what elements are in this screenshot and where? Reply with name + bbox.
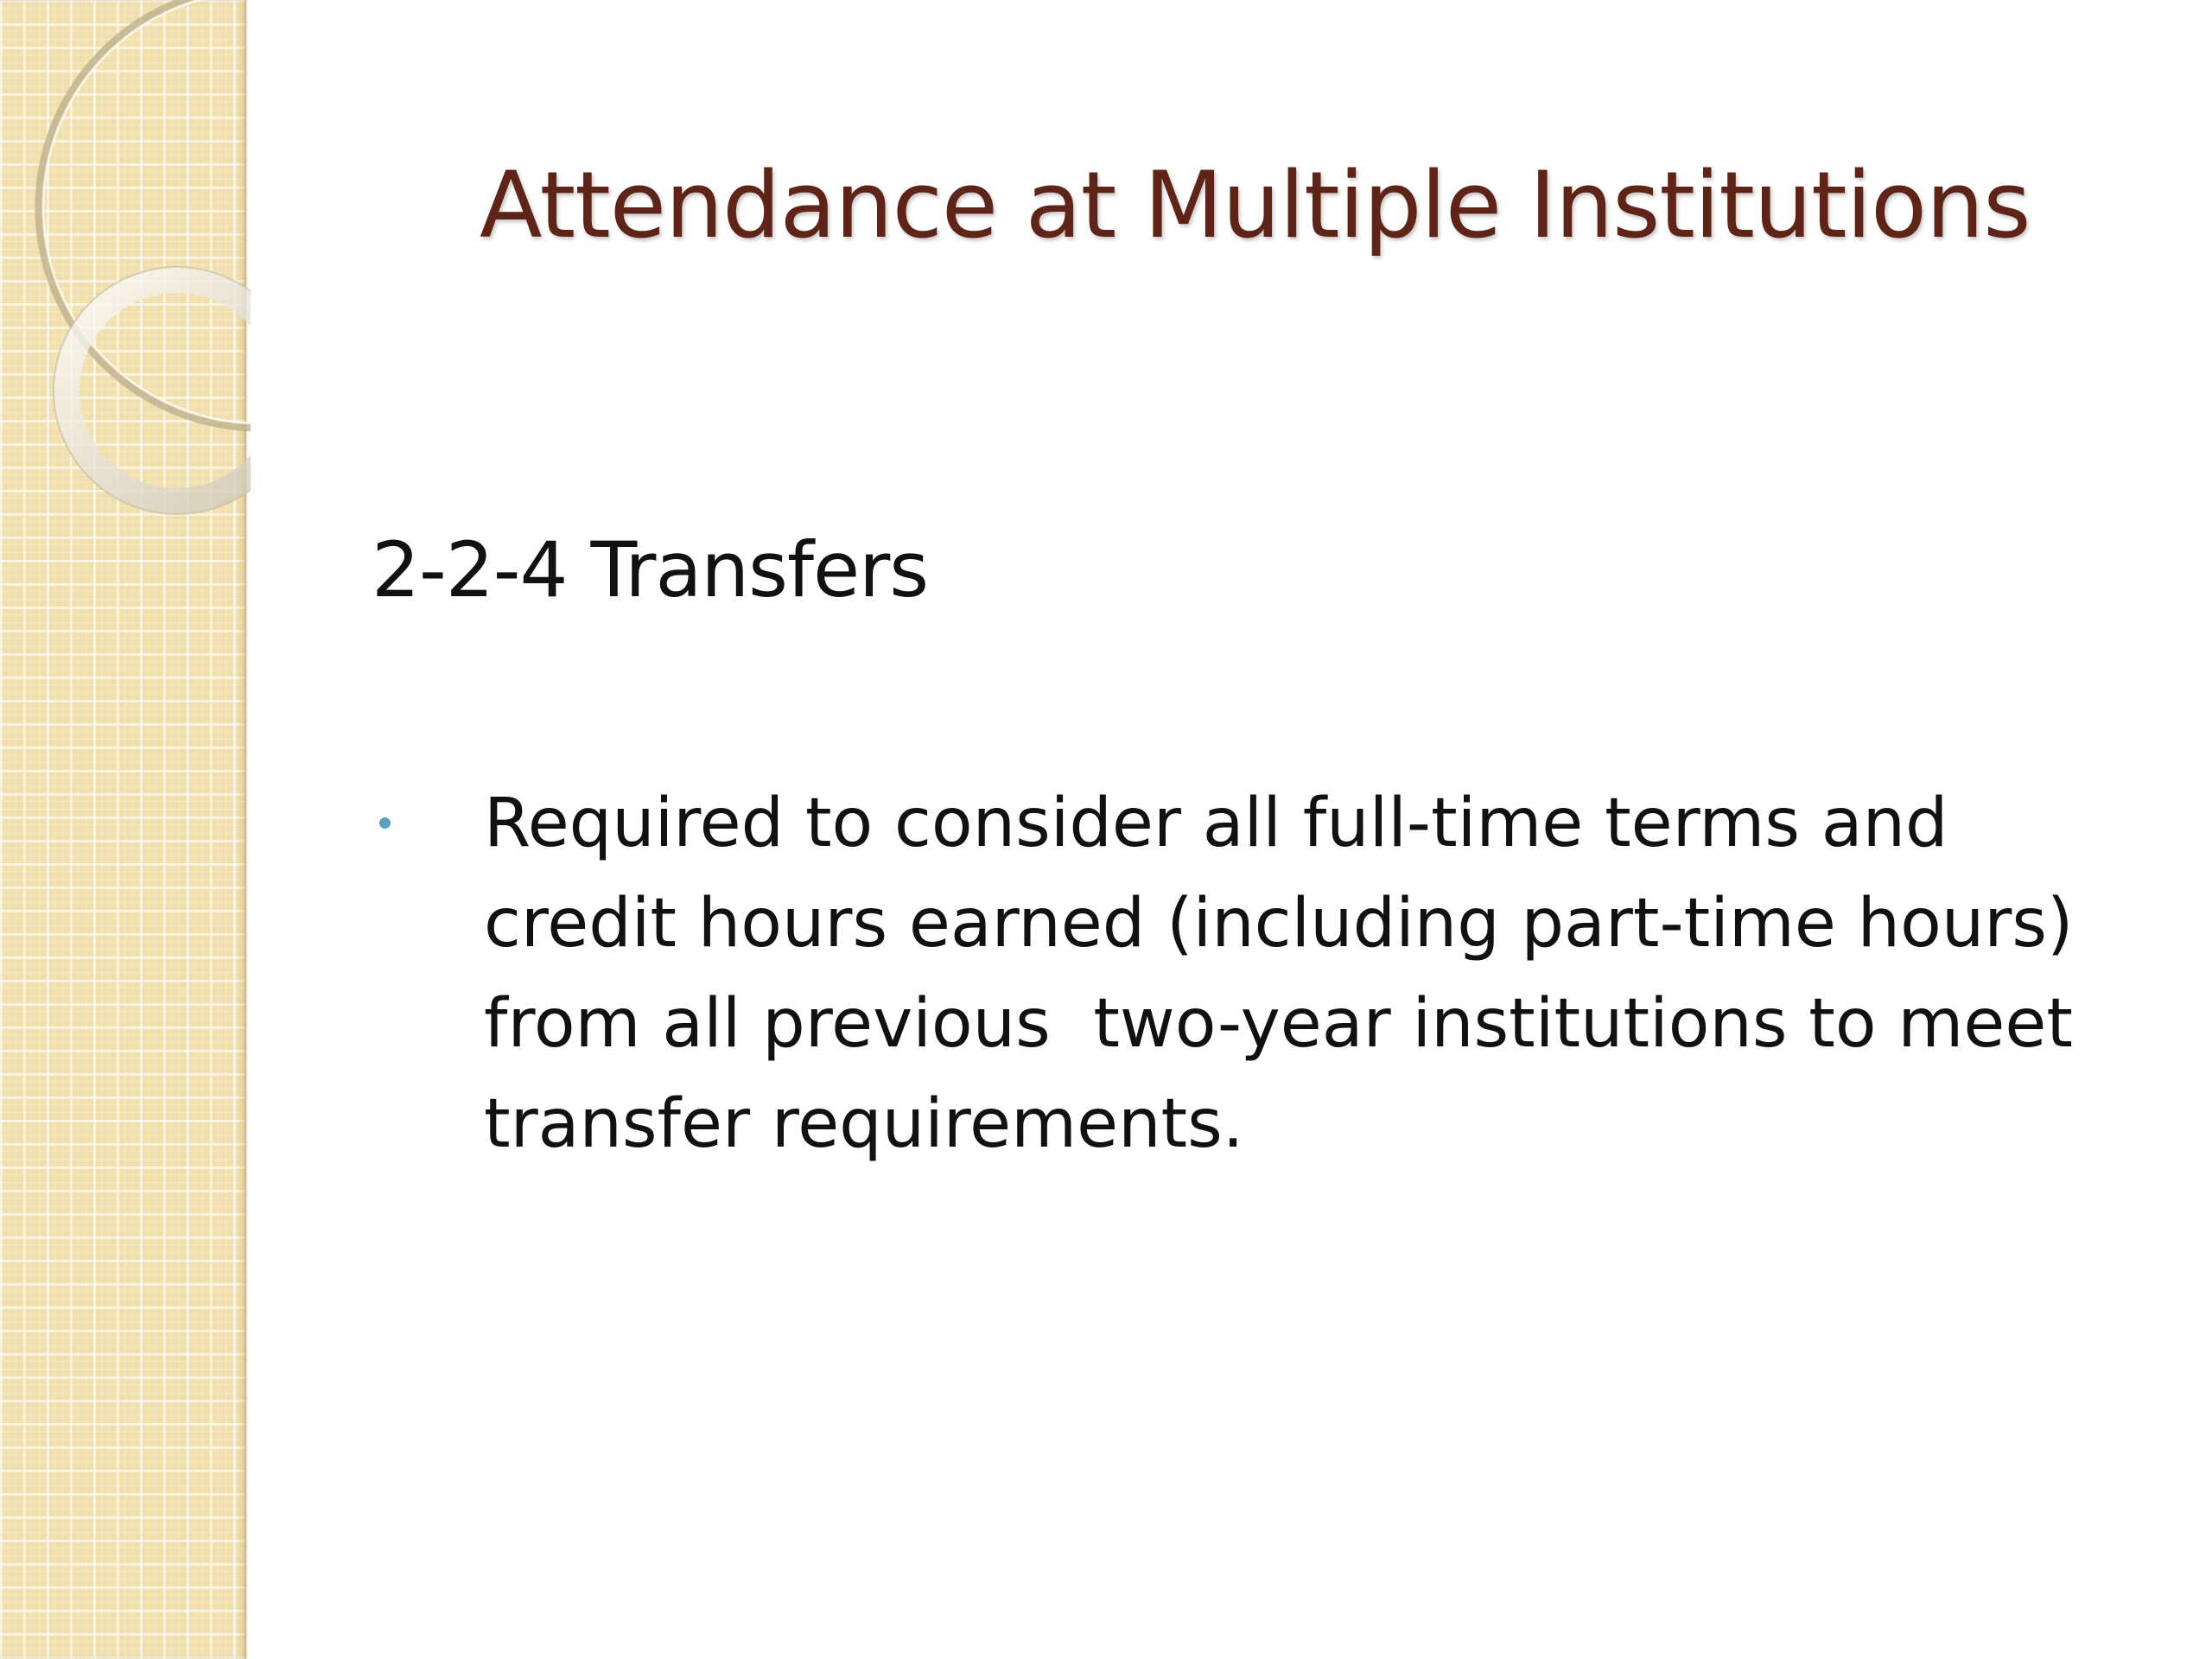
small-ring-outline <box>54 267 251 514</box>
small-ring <box>67 280 251 501</box>
bullet-icon <box>379 817 391 829</box>
bullet-text: Required to consider all full-time terms and credit hours earned (including part-time hours) from all previous two-year institutions to meet transfer requirements. <box>484 785 2095 1163</box>
decorative-rings-graphic <box>0 0 251 553</box>
slide-title: Attendance at Multiple Institutions <box>480 152 2031 258</box>
slide-subtitle: 2-2-4 Transfers <box>372 525 929 614</box>
bullet-list-item <box>372 773 2117 1179</box>
